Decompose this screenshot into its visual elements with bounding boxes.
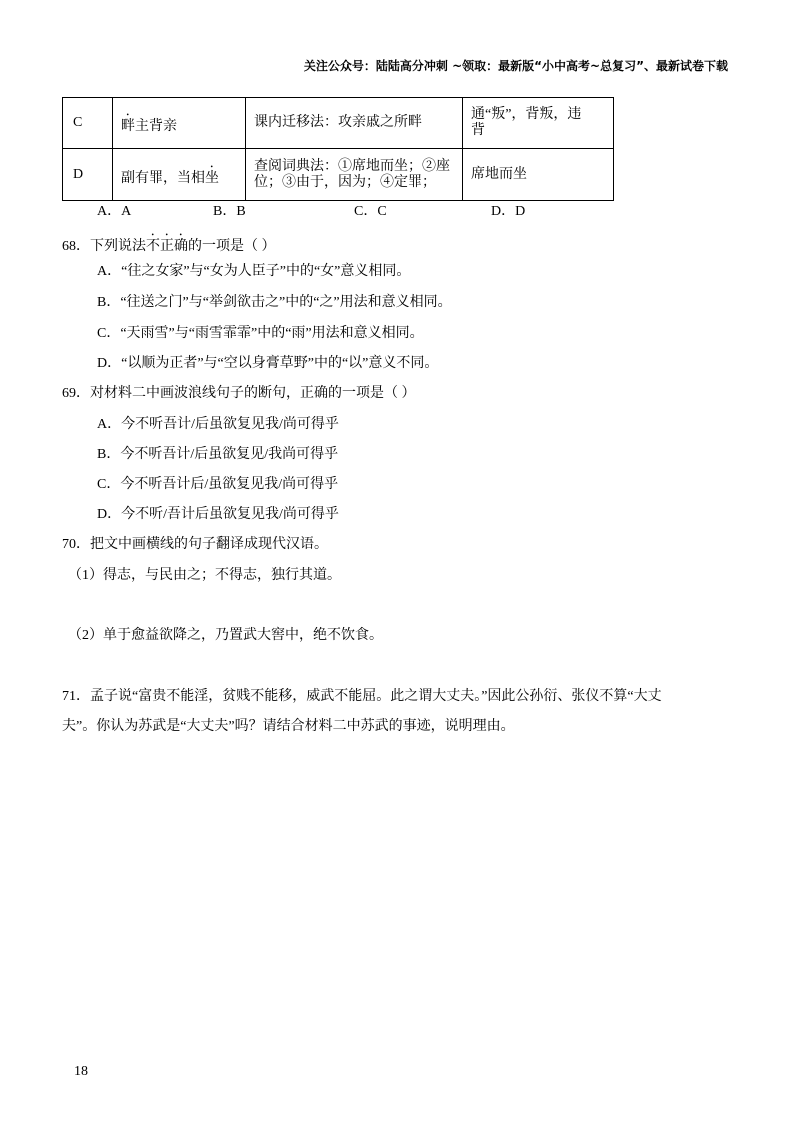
option-label: A． <box>97 204 122 219</box>
table-cell-method <box>246 149 463 201</box>
table-cell-letter: D <box>63 149 113 201</box>
explanation-line: 席地而坐 <box>471 166 527 182</box>
explanation-line: 通“叛”，背叛，违 <box>471 107 582 122</box>
q67-option-b <box>213 202 246 222</box>
q68-stem <box>62 231 276 254</box>
table-row <box>63 98 614 149</box>
item-text: 主背亲 <box>135 119 177 134</box>
q69-option-d: D．今不听/吾计后虽欲复见我/尚可得乎 <box>97 507 339 522</box>
q68-option-a: A．“往之女家”与“女为人臣子”中的“女”意义相同。 <box>97 264 411 279</box>
page-header-promo: 关注公众号：陆陆高分冲刺 ~领取：最新版“小中高考~总复习”、最新试卷下载 <box>303 59 728 73</box>
option-value: B <box>236 204 246 219</box>
question-number: 71． <box>62 689 90 704</box>
stem-text: 孟子说“富贵不能淫，贫贱不能移，威武不能屈。此之谓大丈夫。”因此公孙衍、张仪不算“大丈 <box>90 689 662 704</box>
emphasized-char: 畔 <box>121 119 135 134</box>
q68-option-d: D．“以顺为正者”与“空以身膏草野”中的“以”意义不同。 <box>97 356 439 371</box>
explanation-line: 背 <box>471 123 485 138</box>
stem-text: 的一项是（ ） <box>188 239 276 254</box>
q69-option-c: C．今不听吾计后/虽欲复见我/尚可得乎 <box>97 477 339 492</box>
emphasized-char: 坐 <box>205 170 219 186</box>
stem-text: 对材料二中画波浪线句子的断句，正确的一项是（ ） <box>90 386 416 401</box>
option-value: D <box>515 204 526 219</box>
method-line: 位；③由于，因为；④定罪； <box>254 174 436 190</box>
method-line: 查阅词典法：①席地而坐；②座 <box>254 158 450 174</box>
q69-option-a: A．今不听吾计/后虽欲复见我/尚可得乎 <box>97 417 339 432</box>
emphasized-text: 不正确 <box>146 239 188 254</box>
table-cell-method <box>246 98 463 149</box>
q68-option-c: C．“天雨雪”与“雨雪霏霏”中的“雨”用法和意义相同。 <box>97 326 424 341</box>
q68-option-b: B．“往送之门”与“举剑欲击之”中的“之”用法和意义相同。 <box>97 295 452 310</box>
table-cell-explanation <box>463 149 614 201</box>
question-number: 68． <box>62 239 90 254</box>
q70-stem <box>62 535 328 555</box>
question-number: 70． <box>62 537 90 552</box>
option-label: B． <box>213 204 237 219</box>
option-value: C <box>377 204 387 219</box>
table-cell-item <box>113 149 246 201</box>
q67-option-a <box>97 202 131 222</box>
stem-text: 下列说法 <box>90 239 146 254</box>
page-number: 18 <box>74 1064 88 1079</box>
q71-stem-line-2: 夫”。你认为苏武是“大丈夫”吗？请结合材料二中苏武的事迹，说明理由。 <box>62 719 515 734</box>
item-text: 副有罪，当相 <box>121 170 205 186</box>
table-cell-letter: C <box>63 98 113 149</box>
q67-option-c <box>354 202 387 222</box>
table-row <box>63 149 614 201</box>
option-label: C． <box>354 204 378 219</box>
q71-stem-line-1 <box>62 687 662 707</box>
q67-option-d <box>491 202 525 222</box>
option-value: A <box>121 204 132 219</box>
option-label: D． <box>491 204 516 219</box>
table-cell-item <box>113 98 246 149</box>
table-cell-explanation <box>463 98 614 149</box>
method-line: 课内迁移法：攻亲戚之所畔 <box>254 115 422 130</box>
answer-table <box>62 97 614 201</box>
question-number: 69． <box>62 386 90 401</box>
q69-option-b: B．今不听吾计/后虽欲复见/我尚可得乎 <box>97 447 339 462</box>
q70-item-1: （1）得志，与民由之；不得志，独行其道。 <box>68 568 341 583</box>
q70-item-2: （2）单于愈益欲降之，乃置武大窖中，绝不饮食。 <box>68 628 383 643</box>
q69-stem <box>62 384 416 404</box>
stem-text: 把文中画横线的句子翻译成现代汉语。 <box>90 537 328 552</box>
